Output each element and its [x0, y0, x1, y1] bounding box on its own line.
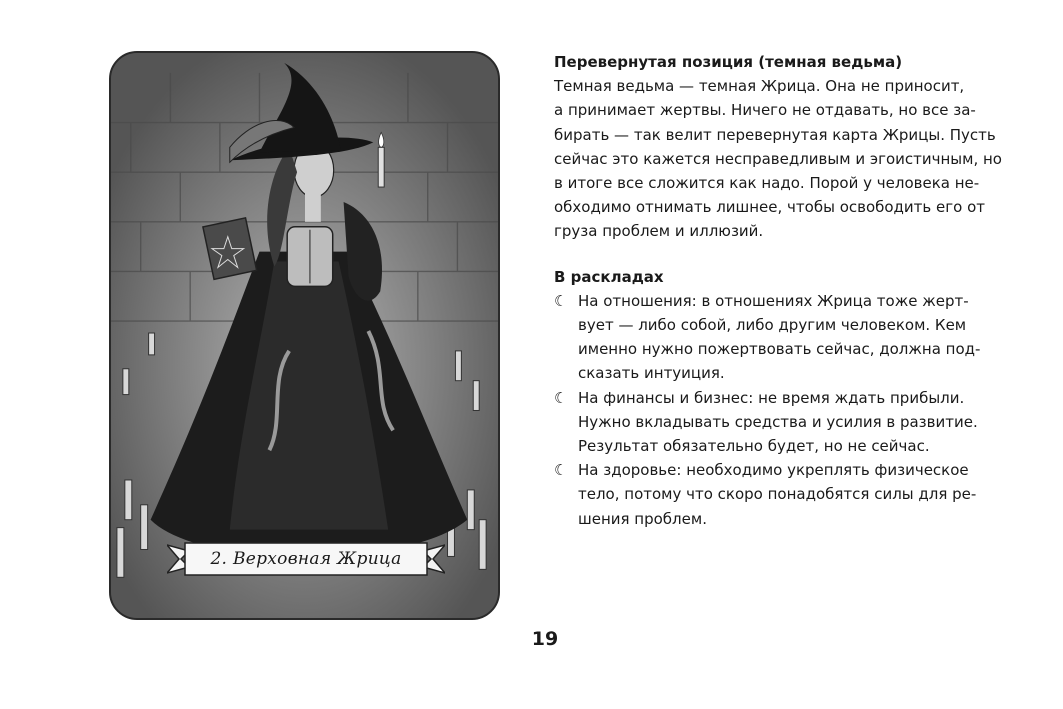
text-line: На отношения: в отношениях Жрица тоже жерт- [578, 291, 969, 310]
text-line: Темная ведьма — темная Жрица. Она не приносит, [554, 77, 965, 96]
text-line: На финансы и бизнес: не время ждать прибыли. [578, 388, 965, 407]
crescent-moon-icon: ☾ [554, 388, 568, 407]
witch-priestess-illustration [111, 53, 498, 618]
list-item [554, 289, 1016, 386]
list-item [554, 458, 1016, 531]
text-line: Результат обязательно будет, но не сейчас. [578, 437, 930, 456]
crescent-moon-icon: ☾ [554, 291, 568, 310]
card-description [554, 50, 1016, 531]
text-line: вует — либо собой, либо другим человеком. Кем [578, 316, 967, 335]
text-line: груза проблем и иллюзий. [554, 222, 764, 241]
reversed-position-heading: Перевернутая позиция (темная ведьма) [554, 53, 903, 71]
text-line: Нужно вкладывать средства и усилия в развитие. [578, 412, 978, 431]
text-line: обходимо отнимать лишнее, чтобы освободить его от [554, 198, 985, 217]
page-number: 19 [531, 628, 559, 650]
text-line: в итоге все сложится как надо. Порой у человека не- [554, 174, 980, 193]
text-line: бирать — так велит перевернутая карта Жрицы. Пусть [554, 125, 996, 144]
text-line: именно нужно пожертвовать сейчас, должна под- [578, 340, 981, 359]
reversed-position-text [554, 74, 1016, 243]
text-line: тело, потому что скоро понадобятся силы для ре- [578, 485, 977, 504]
text-line: сказать интуиция. [578, 364, 725, 383]
text-line: а принимает жертвы. Ничего не отдавать, но все за- [554, 101, 976, 120]
list-item [554, 386, 1016, 459]
text-line: На здоровье: необходимо укреплять физическое [578, 461, 969, 480]
text-line: сейчас это кажется несправедливым и эгоистичным, но [554, 149, 1002, 168]
spreads-heading: В раскладах [554, 267, 664, 286]
crescent-moon-icon: ☾ [554, 461, 568, 480]
tarot-card [109, 51, 500, 620]
text-line: шения проблем. [578, 509, 707, 528]
card-title-banner [167, 539, 445, 579]
card-title: 2. Верховная Жрица [210, 549, 402, 569]
